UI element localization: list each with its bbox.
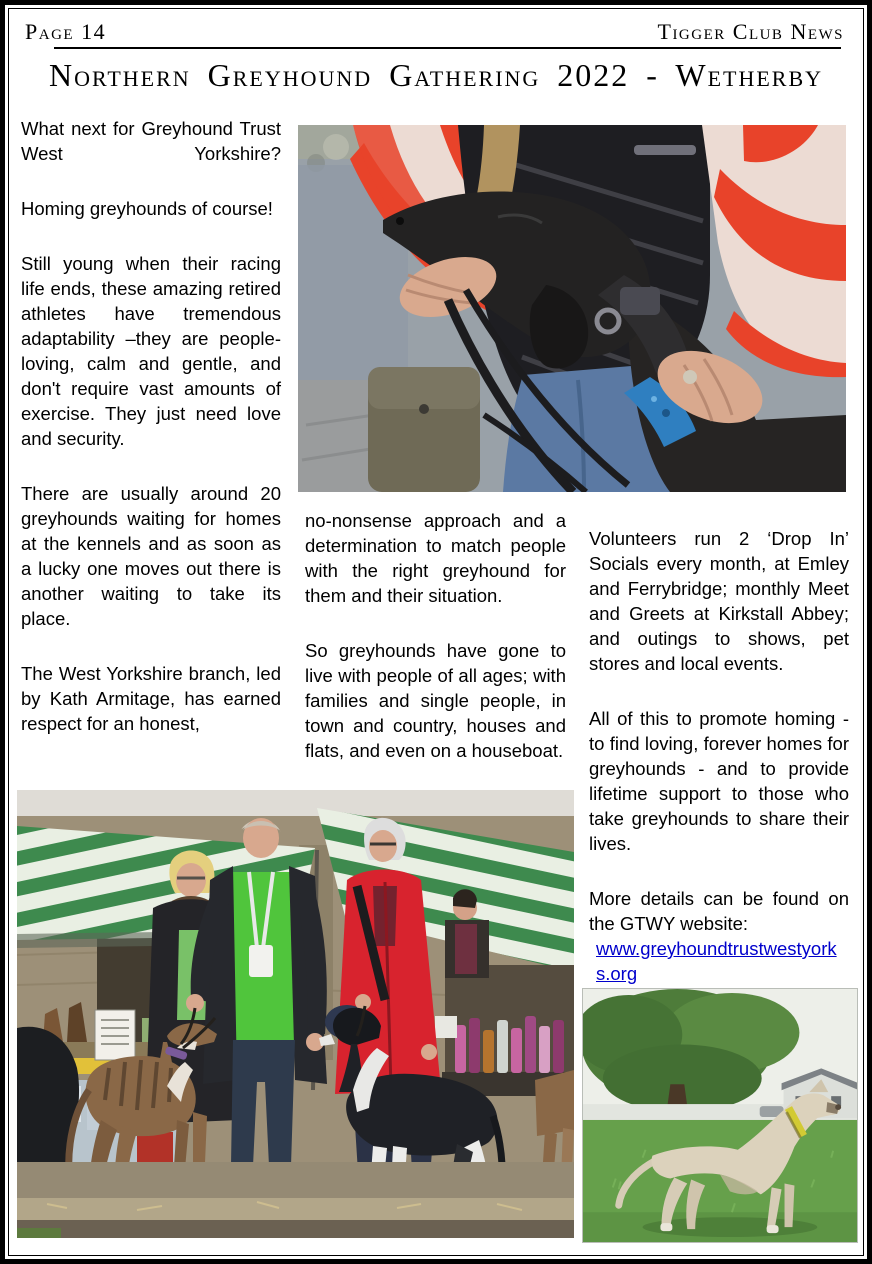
- paragraph: Homing greyhounds of course!: [21, 198, 273, 219]
- column-middle: [305, 508, 566, 763]
- page-number-label: Page 14: [25, 19, 107, 44]
- ring: [683, 370, 697, 384]
- gtwy-website-link[interactable]: www.greyhoundtrustwestyorks.org: [596, 938, 837, 984]
- photo-volunteers-market-stall: [17, 790, 574, 1238]
- photo-black-greyhound-headrest: [298, 125, 846, 492]
- column-left: [21, 116, 281, 736]
- paragraph: Still young when their racing life ends, these amazing retired athletes have tremendous adaptability –they are people-loving, calm and gentle, and don't require vast amounts of exercise. They just need love and security.: [21, 253, 281, 449]
- paragraph: All of this to promote homing - to find loving, forever homes for greyhounds - and to provide lifetime support to those who take greyhounds to share their lives.: [589, 708, 849, 854]
- shoulder-bag: [368, 367, 480, 492]
- id-badge: [249, 945, 273, 977]
- ground: [17, 1162, 574, 1238]
- photo-fawn-greyhound: [582, 988, 858, 1243]
- paragraph: The West Yorkshire branch, led by Kath Armitage, has earned respect for an honest,: [21, 663, 281, 734]
- paragraph: no-nonsense approach and a determination to match people with the right greyhound for them and their situation.: [305, 510, 566, 606]
- paragraph: More details can be found on the GTWY website:: [589, 888, 849, 934]
- newsletter-name: Tigger Club News: [657, 19, 844, 44]
- column-right: [589, 526, 849, 986]
- paragraph: What next for Greyhound Trust West Yorkshire?: [21, 118, 281, 164]
- header-rule: [54, 47, 841, 49]
- paragraph: There are usually around 20 greyhounds waiting for homes at the kennels and as soon as a lucky one moves out there is another waiting to take its place.: [21, 483, 281, 629]
- paragraph: So greyhounds have gone to live with people of all ages; with families and single people, in town and country, houses and flats, and even on a houseboat.: [305, 640, 566, 761]
- article-title: Northern Greyhound Gathering 2022 - Wetherby: [48, 57, 824, 93]
- paragraph: Volunteers run 2 ‘Drop In’ Socials every month, at Emley and Ferrybridge; monthly Meet and Greets at Kirkstall Abbey; and outings to shows, pet stores and local events.: [589, 528, 849, 674]
